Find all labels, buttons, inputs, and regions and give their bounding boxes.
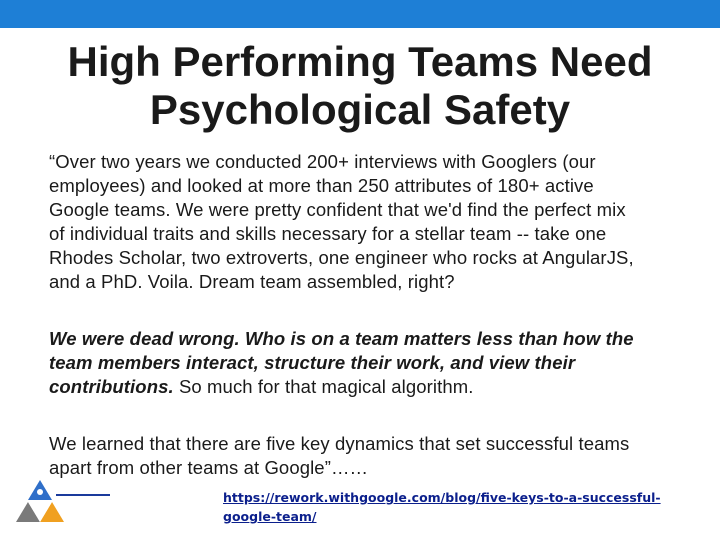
text-line: Google teams. We were pretty confident that we'd find the perfect mix [49,199,626,220]
emphasis-line: team members interact, structure their work, and view their [49,352,576,373]
logo-underline [56,494,110,496]
text-line: We learned that there are five key dynamics that set successful teams [49,433,630,454]
text-line: “Over two years we conducted 200+ interviews with Googlers (our [49,151,596,172]
pyramid-logo-icon [8,476,72,532]
link-line[interactable]: https://rework.withgoogle.com/blog/five-keys-to-a-successful- [223,490,661,505]
top-accent-bar [0,0,720,28]
quote-paragraph-3 [49,432,689,480]
quote-paragraph-1 [49,150,689,294]
source-link[interactable] [223,488,663,526]
text-line: employees) and looked at more than 250 attributes of 180+ active [49,175,594,196]
text-line: Rhodes Scholar, two extroverts, one engineer who rocks at AngularJS, [49,247,634,268]
quote-paragraph-2 [49,327,689,399]
slide-title [20,38,700,134]
emphasis-fragment: contributions. [49,376,174,397]
title-line: High Performing Teams Need [67,38,653,85]
text-line [49,375,689,399]
text-line: apart from other teams at Google”…… [49,457,369,478]
text-line: and a PhD. Voila. Dream team assembled, right? [49,271,455,292]
emphasis-line: We were dead wrong. Who is on a team matters less than how the [49,328,634,349]
link-line[interactable]: google-team/ [223,509,317,524]
text-fragment: So much for that magical algorithm. [173,376,474,397]
text-line: of individual traits and skills necessary for a stellar team -- take one [49,223,607,244]
title-line: Psychological Safety [149,86,571,133]
